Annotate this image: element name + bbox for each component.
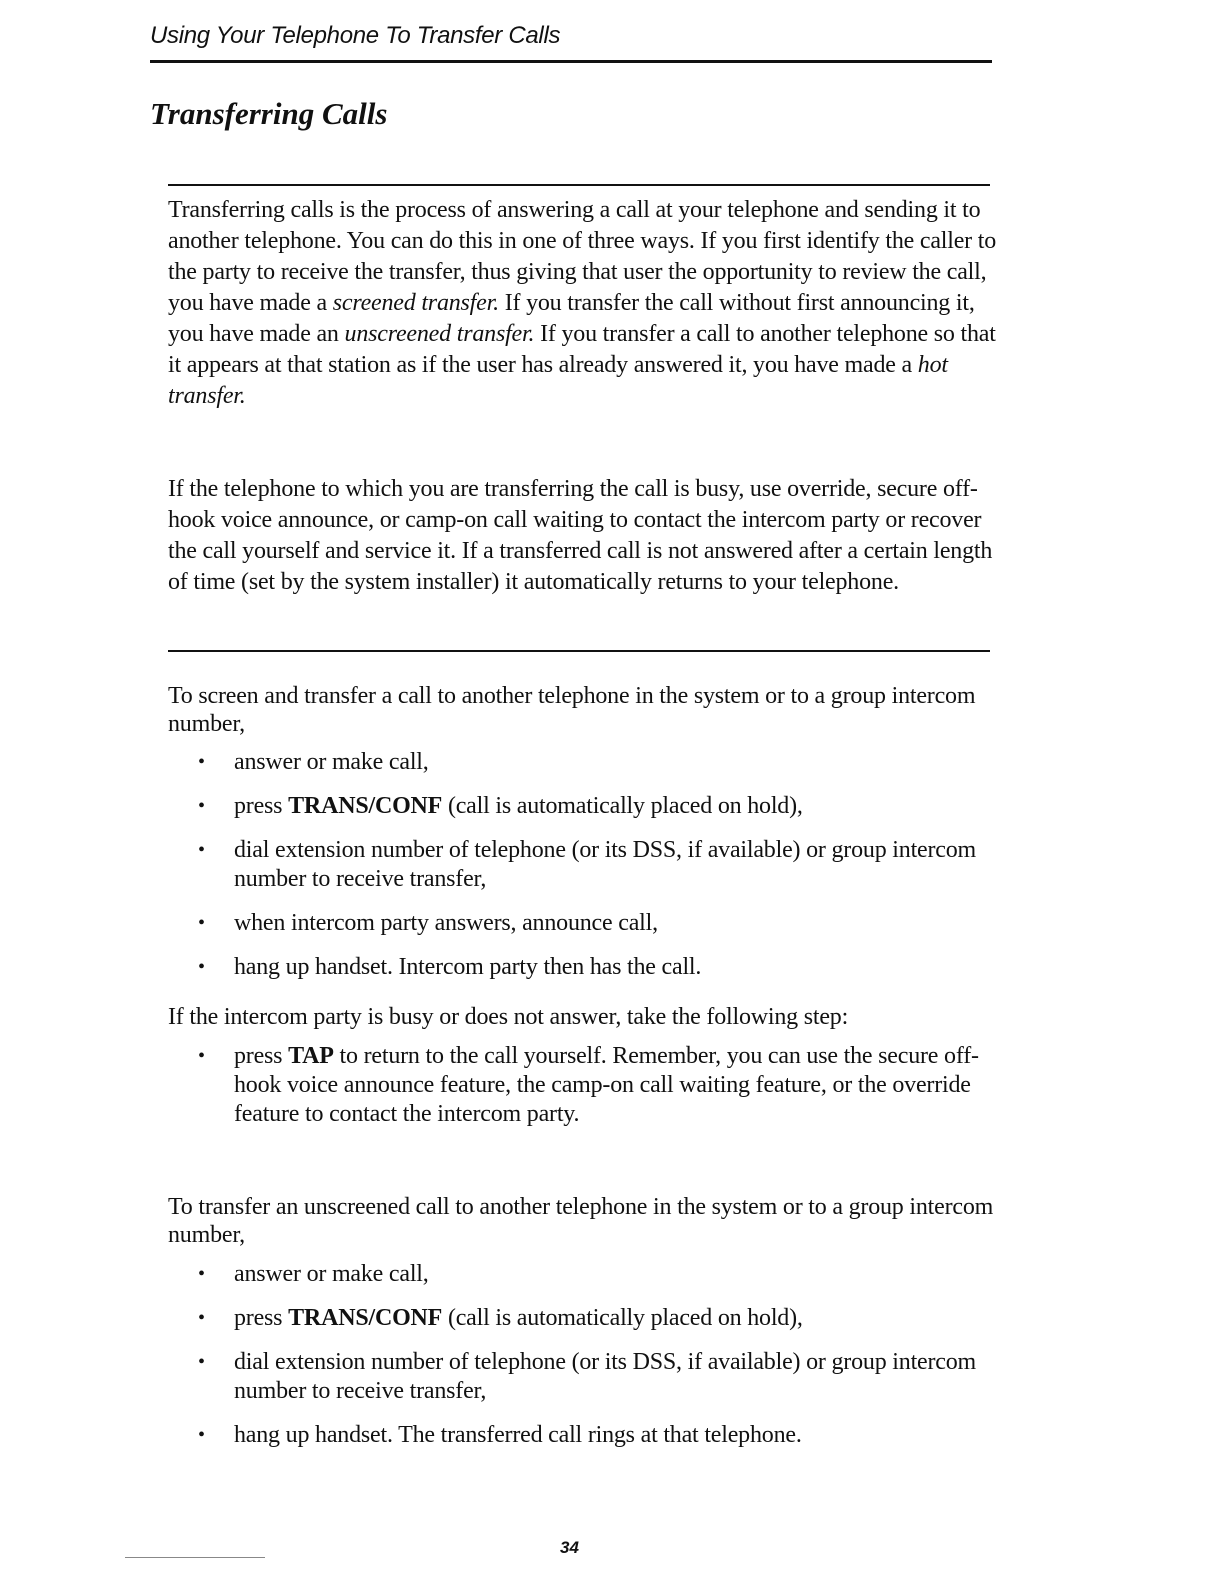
bullet-icon: • [198,795,205,817]
screened-procedure-intro: To screen and transfer a call to another telephone in the system or to a group intercom number, [168,683,976,737]
section-title: Transferring Calls [150,96,388,131]
page-number: 34 [560,1538,579,1557]
list-item: • press TRANS/CONF (call is automatically placed on hold), [198,1305,803,1331]
list-item: • press TRANS/CONF (call is automatically placed on hold), [198,793,803,819]
bullet-icon: • [198,1307,205,1329]
bullet-icon: • [198,839,205,861]
list-item: • answer or make call, [198,749,429,775]
term-screened-transfer: screened transfer. [332,290,499,316]
list-item: • dial extension number of telephone (or its DSS, if available) or group intercom number to receive transfer, [198,1349,977,1404]
intro-text-1: Transferring calls is the process of answering a call at your telephone and sending it to another telephone. You can do this in one of three ways. If you first identify the caller to the party to receive the transfer, thus giving that user the opportunity to review the call, you have made a [168,197,997,316]
header-rule [150,60,992,63]
intro-paragraph-1 [168,195,998,412]
trans-conf-key: TRANS/CONF [288,793,443,819]
bullet-icon: • [198,956,205,978]
list-item: • answer or make call, [198,1261,429,1287]
list-item: • hang up handset. Intercom party then has the call. [198,954,702,980]
bullet-icon: • [198,1424,205,1446]
bullet-icon: • [198,751,205,773]
term-hot-transfer: hot transfer. [168,352,948,409]
running-header: Using Your Telephone To Transfer Calls [150,22,561,49]
bullet-icon: • [198,1263,205,1285]
intro-text-2: If you transfer the call without first announcing it, you have made an [168,290,975,347]
intro-bottom-rule [168,650,990,652]
footer-line [125,1557,265,1558]
list-item: • hang up handset. The transferred call rings at that telephone. [198,1422,802,1448]
bullet-icon: • [198,1351,205,1373]
bullet-icon: • [198,1045,205,1067]
intro-top-rule [168,184,990,186]
list-item: • dial extension number of telephone (or its DSS, if available) or group intercom number to receive transfer, [198,837,977,892]
list-item: • press TAP to return to the call yourself. Remember, you can use the secure off-hook voice announce feature, the camp-on call waiting feature, or the override feature to contact the intercom party. [198,1043,979,1127]
intro-paragraph-2: If the telephone to which you are transferring the call is busy, use override, secure off-hook voice announce, or camp-on call waiting to contact the intercom party or recover the call yourself and service it. If a transferred call is not answered after a certain length of time (set by the system installer) it automatically returns to your telephone. [168,476,993,595]
trans-conf-key: TRANS/CONF [288,1305,443,1331]
tap-key: TAP [288,1043,334,1069]
bullet-icon: • [198,912,205,934]
intro-text-3: If you transfer a call to another telephone so that it appears at that station as if the user has already answered it, you have made a [168,321,996,378]
list-item: • when intercom party answers, announce call, [198,910,658,936]
busy-steps-list [168,1042,998,1144]
unscreened-steps-list [168,1260,998,1465]
term-unscreened-transfer: unscreened transfer. [344,321,535,347]
busy-intro: If the intercom party is busy or does not answer, take the following step: [168,1004,849,1030]
unscreened-procedure-intro: To transfer an unscreened call to another telephone in the system or to a group intercom number, [168,1194,994,1248]
screened-steps-list [168,748,998,997]
